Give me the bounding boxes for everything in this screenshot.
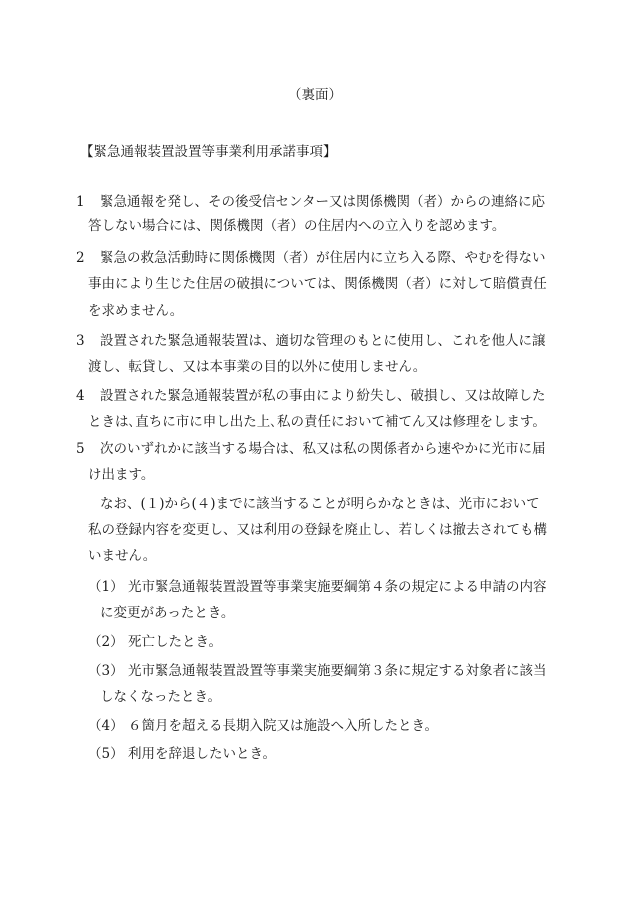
item-number: 3 <box>76 333 85 349</box>
sub-item-number: （4） <box>88 718 124 734</box>
item-line: 答しない場合には、関係機関（者）の住居内への立入りを認めます。 <box>88 218 506 234</box>
item-line: 設置された緊急通報装置は、適切な管理のもとに使用し、これを他人に譲 <box>100 333 546 349</box>
note-line: なお、(１)から(４)までに該当することが明らかなときは、光市において <box>100 496 540 512</box>
sub-item-line: 死亡したとき。 <box>128 634 222 650</box>
item-number: 5 <box>76 441 85 457</box>
item-line: 緊急通報を発し、その後受信センター又は関係機関（者）からの連絡に応 <box>100 194 545 210</box>
section-title: 【緊急通報装置設置等事業利用承諾事項】 <box>80 144 337 160</box>
note-line: 私の登録内容を変更し、又は利用の登録を廃止し、若しくは撤去されても構 <box>88 522 547 538</box>
item-line: 次のいずれかに該当する場合は、私又は私の関係者から速やかに光市に届 <box>100 441 546 457</box>
item-line: を求めません。 <box>88 303 184 319</box>
sub-item-line: しなくなったとき。 <box>100 689 221 705</box>
sub-item-line: ６箇月を超える長期入院又は施設へ入所したとき。 <box>128 718 438 734</box>
sub-item-line: 利用を辞退したいとき。 <box>128 746 276 762</box>
item-line: 設置された緊急通報装置が私の事由により紛失し、破損し、又は故障した <box>100 388 546 404</box>
item-line: 緊急の救急活動時に関係機関（者）が住居内に立ち入る際、やむを得ない <box>100 250 546 266</box>
sub-item-number: （1） <box>88 579 124 595</box>
item-number: 1 <box>76 194 85 210</box>
sub-item-number: （3） <box>88 663 124 679</box>
item-line: け出ます。 <box>88 467 155 483</box>
item-line: 事由により生じた住居の破損については、関係機関（者）に対して賠償責任 <box>88 276 547 292</box>
note-line: いません。 <box>88 548 157 564</box>
sub-item-number: （2） <box>88 634 124 650</box>
sub-item-number: （5） <box>88 746 124 762</box>
item-number: 2 <box>76 250 85 266</box>
page-side-label: （裏面） <box>288 87 342 103</box>
item-line: 渡し、転貸し、又は本事業の目的以外に使用しません。 <box>88 359 427 375</box>
sub-item-line: 光市緊急通報装置設置等事業実施要綱第４条の規定による申請の内容 <box>128 579 547 595</box>
item-number: 4 <box>76 388 85 404</box>
item-line: ときは､直ちに市に申し出た上､私の責任において補てん又は修理をします。 <box>88 414 546 430</box>
sub-item-line: 光市緊急通報装置設置等事業実施要綱第３条に規定する対象者に該当 <box>128 663 547 679</box>
sub-item-line: に変更があったとき。 <box>100 605 235 621</box>
